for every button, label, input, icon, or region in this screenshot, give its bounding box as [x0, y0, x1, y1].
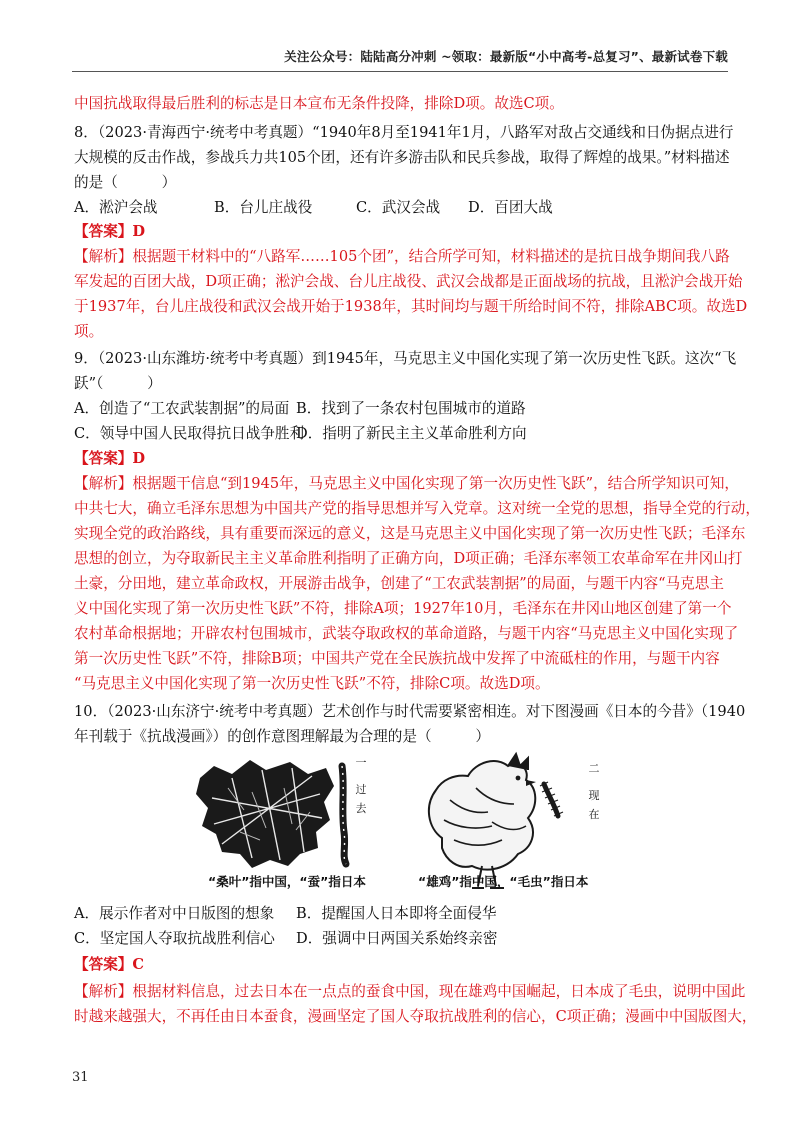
figure-label-char: 一 — [355, 756, 367, 769]
figure-label-char: 去 — [355, 802, 367, 815]
q9-options-row — [74, 399, 526, 419]
q9-analysis-line: 义中国化实现了第一次历史性飞跃”不符，排除A项；1927年10月，毛泽东在井冈山地区创建了第一个 — [74, 600, 732, 617]
page-number: 31 — [72, 1070, 89, 1085]
silkworm-illustration — [342, 766, 346, 864]
q9-analysis-line: 第一次历史性飞跃”不符，排除B项；中国共产党在全民族抗战中发挥了中流砥柱的作用，与题干内容 — [74, 650, 720, 667]
q10-options-row — [74, 904, 496, 924]
q10-stem-line: 年刊载于《抗战漫画》）的创作意图理解最为合理的是（ ） — [74, 728, 490, 745]
q9-option-d: D．指明了新民主主义革命胜利方向 — [296, 425, 527, 442]
q10-option-d: D．强调中日两国关系始终亲密 — [296, 930, 498, 947]
figure-label-char: 过 — [355, 783, 367, 796]
figure-label-past — [355, 756, 367, 815]
header-divider — [72, 71, 728, 72]
q10-stem-line: 10．（2023·山东济宁·统考中考真题）艺术创作与时代需要紧密相连。对下图漫画《日本的今昔》（1940 — [74, 703, 746, 720]
q9-option-a: A．创造了“工农武装割据”的局面 — [74, 400, 290, 417]
mulberry-leaf-illustration — [196, 760, 334, 868]
q9-analysis-line: “马克思主义中国化实现了第一次历史性飞跃”不符，排除C项。故选D项。 — [74, 675, 550, 692]
q8-option-d: D．百团大战 — [468, 199, 553, 216]
q9-analysis-line: 实现全党的政治路线，具有重要而深远的意义，这是马克思主义中国化实现了第一次历史性飞跃；毛泽东 — [74, 525, 746, 542]
q10-answer: 【答案】C — [74, 956, 144, 973]
q10-analysis-line: 【解析】根据材料信息，过去日本在一点点的蚕食中国，现在雄鸡中国崛起，日本成了毛虫，说明中国此 — [74, 983, 746, 1000]
figure-caption-right: “雄鸡”指中国，“毛虫”指日本 — [418, 874, 589, 889]
q8-analysis-line: 军发起的百团大战，D项正确；淞沪会战、台儿庄战役、武汉会战都是正面战场的抗战，且淞沪会战开始 — [74, 273, 743, 290]
rooster-illustration — [429, 754, 536, 888]
q10-option-c: C．坚定国人夺取抗战胜利信心 — [74, 930, 275, 947]
q10-options-row — [74, 929, 497, 949]
q8-analysis-line: 【解析】根据题干材料中的“八路军……105个团”，结合所学可知，材料描述的是抗日战争期间我八路 — [74, 248, 730, 265]
q9-stem-line: 9．（2023·山东潍坊·统考中考真题）到1945年，马克思主义中国化实现了第一次历史性飞跃。这次“飞 — [74, 350, 737, 367]
page-header: 关注公众号：陆陆高分冲刺 ~领取：最新版“小中高考-总复习”、最新试卷下载 — [284, 49, 728, 64]
q9-analysis-line: 思想的创立，为夺取新民主主义革命胜利指明了正确方向，D项正确；毛泽东率领工农革命军在井冈山打 — [74, 550, 743, 567]
q9-analysis-line: 农村革命根据地；开辟农村包围城市，武装夺取政权的革命道路，与题干内容“马克思主义中国化实现了 — [74, 625, 739, 642]
figure-caption-left: “桑叶”指中国，“蚕”指日本 — [208, 874, 366, 889]
figure-label-char: 二 — [588, 762, 600, 775]
q9-options-row — [74, 424, 527, 444]
q8-option-c: C．武汉会战 — [356, 199, 441, 216]
q9-stem-line: 跃”（ ） — [74, 375, 162, 392]
q8-option-b: B．台儿庄战役 — [214, 199, 313, 216]
figure-label-char: 在 — [588, 808, 600, 821]
figure-label-present — [588, 762, 600, 821]
q8-stem-line: 8．（2023·青海西宁·统考中考真题）“1940年8月至1941年1月，八路军对敌占交通线和日伪据点进行 — [74, 124, 734, 141]
caterpillar-illustration — [540, 782, 563, 816]
q10-option-a: A．展示作者对中日版图的想象 — [74, 905, 275, 922]
q7-analysis-tail: 中国抗战取得最后胜利的标志是日本宣布无条件投降，排除D项。故选C项。 — [74, 95, 564, 112]
q8-options — [74, 198, 553, 218]
figure-label-char: 现 — [588, 789, 600, 802]
q10-analysis-line: 时越来越强大，不再任由日本蚕食，漫画坚定了国人夺取抗战胜利的信心，C项正确；漫画中中国版图大， — [74, 1008, 757, 1025]
q8-stem-line: 的是（ ） — [74, 174, 177, 191]
q9-analysis-line: 土豪，分田地，建立革命政权，开展游击战争，创建了“工农武装割据”的局面，与题干内容“马克思主 — [74, 575, 724, 592]
q9-analysis-line: 【解析】根据题干信息“到1945年，马克思主义中国化实现了第一次历史性飞跃”，结合所学知识可知， — [74, 475, 740, 492]
q9-answer: 【答案】D — [74, 450, 146, 467]
q9-option-b: B．找到了一条农村包围城市的道路 — [296, 400, 526, 417]
q8-stem-line: 大规模的反击作战，参战兵力共105个团，还有许多游击队和民兵参战，取得了辉煌的战果。”材料描述 — [74, 149, 730, 166]
q9-analysis-line: 中共七大，确立毛泽东思想为中国共产党的指导思想并写入党章。这对统一全党的思想，指导全党的行动， — [74, 500, 760, 517]
q9-option-c: C．领导中国人民取得抗日战争胜利 — [74, 425, 305, 442]
q8-analysis-line: 于1937年，台儿庄战役和武汉会战开始于1938年，其时间均与题干所给时间不符，排除ABC项。故选D — [74, 298, 748, 315]
q10-option-b: B．提醒国人日本即将全面侵华 — [296, 905, 497, 922]
q8-analysis-line: 项。 — [74, 323, 104, 340]
q8-answer: 【答案】D — [74, 223, 146, 240]
q8-option-a: A．淞沪会战 — [74, 199, 158, 216]
